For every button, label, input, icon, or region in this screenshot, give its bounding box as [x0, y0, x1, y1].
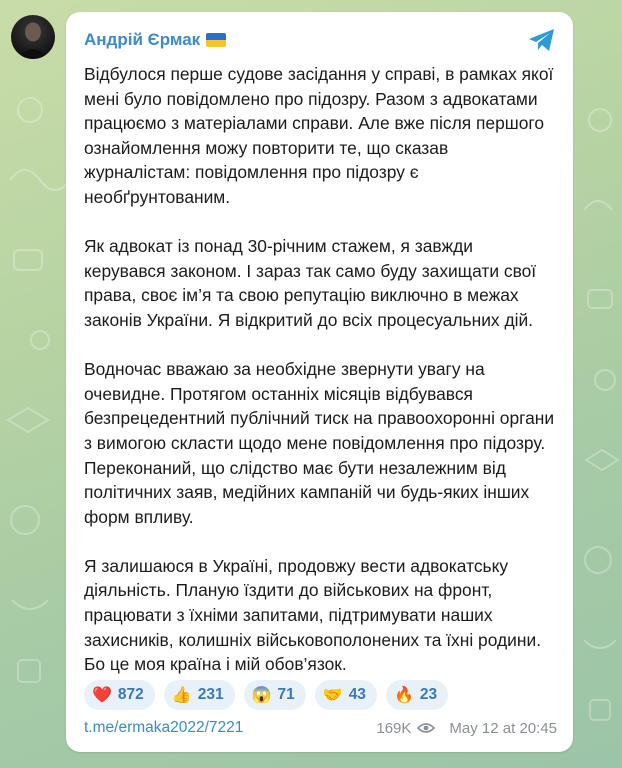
- fire-icon: 🔥: [393, 687, 414, 704]
- message-meta: [376, 720, 557, 737]
- screaming-face-icon: 😱: [251, 687, 272, 704]
- reaction-count: 43: [348, 686, 366, 703]
- channel-avatar[interactable]: [11, 15, 55, 59]
- message-bubble: [66, 12, 573, 752]
- message-paragraph: Водночас вважаю за необхідне звернути увагу на очевидне. Протягом останніх місяців відбувався безпрецедентний публічний тиск на правоохоронні органи з вимогою скласти щодо мене повідомлення про підозру. Переконаний, що слідство має бути незалежним від політичних заяв, медійних кампаній чи будь-яких інших форм впливу.: [84, 359, 555, 527]
- message-header: [84, 26, 555, 54]
- handshake-icon: 🤝: [322, 687, 343, 704]
- reaction-handshake[interactable]: [315, 680, 377, 710]
- ukraine-flag-icon: [206, 33, 226, 47]
- heart-icon: ❤️: [92, 687, 112, 704]
- eye-icon: [417, 722, 435, 734]
- reaction-scream[interactable]: [244, 680, 306, 710]
- reaction-count: 231: [197, 686, 224, 703]
- post-link[interactable]: t.me/ermaka2022/7221: [84, 719, 244, 736]
- message-text: [84, 62, 555, 677]
- channel-name[interactable]: Андрій Єрмак: [84, 30, 201, 49]
- telegram-share-icon[interactable]: [527, 26, 557, 54]
- view-count: 169K: [376, 719, 412, 737]
- avatar-photo: [11, 15, 55, 59]
- reaction-heart[interactable]: [84, 680, 155, 710]
- reaction-fire[interactable]: [386, 680, 448, 710]
- reaction-count: 23: [419, 686, 438, 703]
- timestamp: May 12 at 20:45: [449, 719, 557, 737]
- reactions-bar: [84, 680, 448, 710]
- message-paragraph: Як адвокат із понад 30-річним стажем, я завжди керувався законом. І зараз так само буду захищати свої права, своє ім’я та свою репутацію виключно в межах законів України. Я відкритий до всіх процесуальних дій.: [84, 236, 537, 330]
- message-footer: [84, 718, 557, 738]
- reaction-count: 872: [117, 686, 144, 703]
- message-paragraph: Я залишаюся в Україні, продовжу вести адвокатську діяльність. Планую їздити до військових на фронт, працювати з їхніми запитами, підтримувати наших захисників, колишніх військовополонених та їхні родини. Бо це моя країна і мій обов’язок.: [84, 555, 542, 675]
- reaction-thumbs-up[interactable]: [164, 680, 235, 710]
- reaction-count: 71: [277, 686, 295, 703]
- thumbs-up-icon: 👍: [171, 687, 192, 704]
- message-paragraph: Відбулося перше судове засідання у справі, в рамках якої мені було повідомлено про підозру. Разом з адвокатами працюємо з матеріалами справи. Але вже після першого ознайомлення можу повторити те, що сказав журналістам: повідомлення про підозру є необґрунтованим.: [84, 64, 554, 207]
